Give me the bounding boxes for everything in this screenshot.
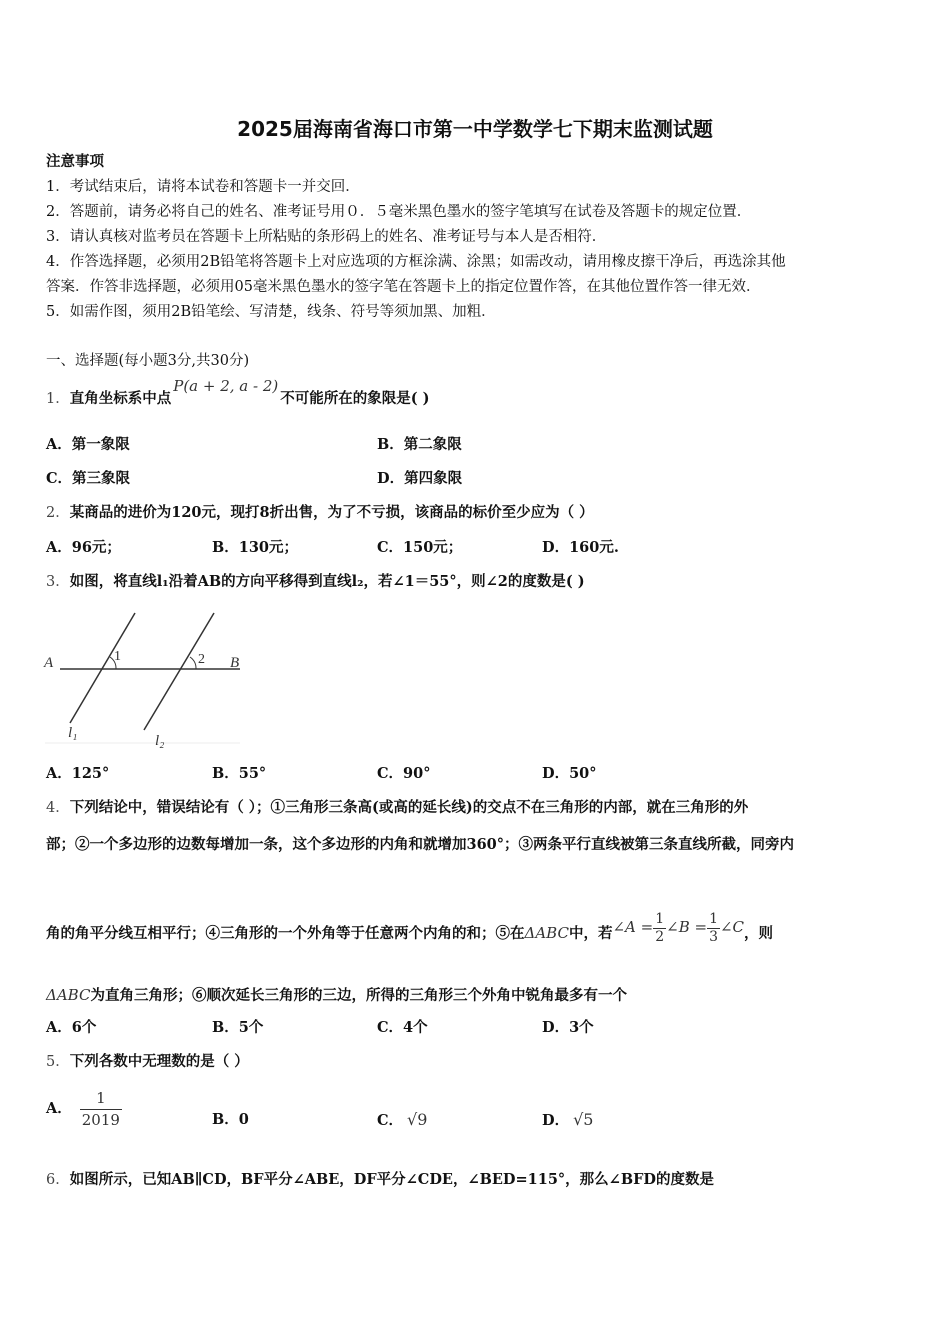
option-d[interactable]	[542, 1110, 593, 1131]
option-a[interactable]	[46, 1085, 122, 1133]
question-text: 中，若	[568, 925, 613, 942]
question-number: 3．	[46, 574, 70, 590]
question-1	[46, 377, 430, 409]
question-text: 直角坐标系中点	[69, 390, 172, 407]
denominator: 3	[709, 928, 718, 945]
fraction-third	[707, 911, 720, 946]
label-a: A	[44, 655, 54, 671]
option-b[interactable]: B．55°	[212, 765, 267, 782]
question-text: 角的角平分线互相平行；④三角形的一个外角等于任意两个内角的和；⑤在	[46, 925, 525, 942]
question-text-line	[46, 912, 773, 955]
fraction-half	[653, 911, 666, 946]
question-number: 1．	[46, 391, 70, 407]
question-text: 部；②一个多边形的边数每增加一条，这个多边形的内角和就增加360°；③两条平行直线被第三条直线所截，同旁内	[46, 836, 795, 853]
option-a[interactable]: A．125°	[46, 765, 110, 782]
angle-2-arc	[190, 657, 196, 669]
line-l1	[70, 613, 135, 723]
numerator: 1	[80, 1088, 122, 1110]
option-b[interactable]: B．0	[212, 1111, 249, 1128]
question-2	[46, 503, 594, 523]
notice-item: 5．如需作图，须用2B铅笔绘、写清楚，线条、符号等须加黑、加粗．	[46, 304, 496, 320]
question-number: 5．	[46, 1054, 70, 1070]
question-text: 如图，将直线l₁沿着AB的方向平移得到直线l₂，若∠1＝55°，则∠2的度数是( )	[69, 573, 585, 590]
option-c[interactable]: C．第三象限	[46, 470, 131, 487]
sqrt-5: √5	[573, 1110, 594, 1129]
option-a[interactable]: A．第一象限	[46, 436, 130, 453]
angle-c: ∠C	[719, 918, 745, 936]
question-text: 不可能所在的象限是( )	[280, 390, 430, 407]
option-d[interactable]: D．第四象限	[377, 470, 463, 487]
label-l2: l₂	[155, 733, 165, 749]
notice-item: 答案．作答非选择题，必须用05毫米黑色墨水的签字笔在答题卡上的指定位置作答，在其他位置作答一律无效．	[46, 279, 761, 295]
question-5	[46, 1052, 249, 1072]
question-3	[46, 572, 585, 592]
point-expression: P(a + 2, a - 2)	[173, 377, 279, 395]
question-6	[46, 1170, 714, 1190]
option-b[interactable]: B．第二象限	[377, 436, 462, 453]
question-text: 某商品的进价为120元，现打8折出售，为了不亏损，该商品的标价至少应为（ ）	[69, 504, 594, 521]
option-d[interactable]: D．50°	[542, 765, 597, 782]
line-l2	[144, 613, 214, 730]
option-c[interactable]: C．4个	[377, 1019, 428, 1036]
notice-item: 3．请认真核对监考员在答题卡上所粘贴的条形码上的姓名、准考证号与本人是否相符．	[46, 229, 607, 245]
option-label: D．	[542, 1112, 570, 1129]
sqrt-9: √9	[407, 1110, 428, 1129]
option-b[interactable]: B．5个	[212, 1019, 264, 1036]
denominator: 2	[655, 928, 665, 945]
option-c[interactable]: C．150元；	[377, 539, 463, 556]
fraction-1-over-2019	[80, 1088, 122, 1131]
notice-heading: 注意事项	[46, 153, 104, 170]
question-text-line	[46, 985, 627, 1006]
question-number: 6．	[46, 1172, 70, 1188]
parallel-lines-figure	[40, 605, 250, 750]
question-number: 4．	[46, 800, 70, 816]
label-angle-1: 1	[114, 649, 121, 664]
section-heading: 一、选择题(每小题3分,共30分)	[46, 353, 250, 369]
numerator: 1	[655, 910, 665, 927]
question-4	[46, 798, 748, 818]
question-text: ，则	[744, 925, 774, 942]
numerator: 1	[709, 910, 718, 927]
angle-a: ∠A =	[612, 918, 654, 936]
denominator: 2019	[81, 1110, 120, 1129]
angle-b: ∠B =	[666, 918, 708, 936]
question-text: 下列各数中无理数的是（ ）	[69, 1053, 249, 1070]
notice-item: 1．考试结束后，请将本试卷和答题卡一并交回．	[46, 179, 360, 195]
notice-item: 4．作答选择题，必须用2B铅笔将答题卡上对应选项的方框涂满、涂黑；如需改动，请用橡皮擦干净后，再选涂其他	[46, 254, 786, 270]
option-b[interactable]: B．130元；	[212, 539, 299, 556]
question-text: 下列结论中，错误结论有（ ）；①三角形三条高(或高的延长线)的交点不在三角形的内部，就在三角形的外	[69, 799, 749, 816]
option-a[interactable]: A．96元；	[46, 539, 121, 556]
triangle-abc: ΔABC	[46, 986, 91, 1004]
label-angle-2: 2	[198, 652, 205, 667]
option-c[interactable]	[377, 1110, 427, 1131]
option-a[interactable]: A．6个	[46, 1019, 97, 1036]
option-d[interactable]: D．3个	[542, 1019, 594, 1036]
option-c[interactable]: C．90°	[377, 765, 431, 782]
triangle-abc: ΔABC	[524, 924, 569, 942]
question-number: 2．	[46, 505, 70, 521]
page-title: 2025届海南省海口市第一中学数学七下期末监测试题	[237, 117, 713, 141]
option-label: C．	[377, 1112, 404, 1129]
question-text: 如图所示，已知AB∥CD，BF平分∠ABE，DF平分∠CDE，∠BED=115°，那么∠BFD的度数是	[69, 1171, 714, 1188]
option-label: A．	[46, 1100, 72, 1117]
question-text: 为直角三角形；⑥顺次延长三角形的三边，所得的三角形三个外角中锐角最多有一个	[90, 987, 627, 1004]
notice-item: 2．答题前，请务必将自己的姓名、准考证号用０．５毫米黑色墨水的签字笔填写在试卷及答题卡的规定位置．	[46, 204, 752, 220]
label-l1: l₁	[68, 725, 78, 741]
label-b: B	[230, 655, 240, 671]
option-d[interactable]: D．160元.	[542, 539, 619, 556]
